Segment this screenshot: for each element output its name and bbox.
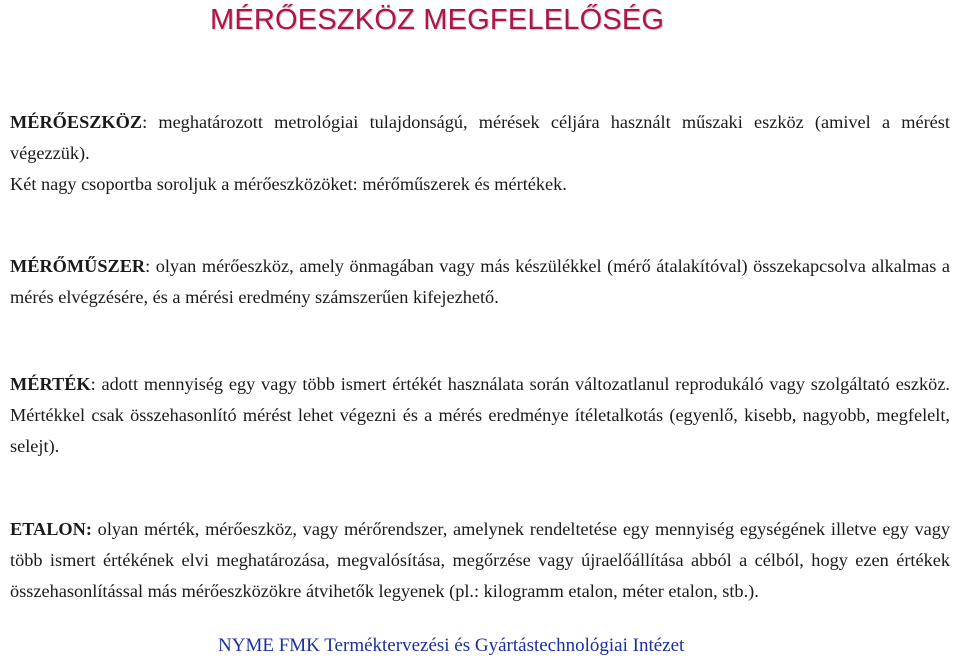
- term-meroeszkoz: MÉRŐESZKÖZ: [10, 112, 143, 132]
- definition-text-meroeszkoz: meghatározott metrológiai tulajdonságú, mérések céljára használt műszaki eszköz (amivel a mérést végezzük).: [10, 112, 950, 163]
- definition-extra-groups: Két nagy csoportba soroljuk a mérőeszközöket: mérőműszerek és mértékek.: [10, 174, 567, 194]
- term-separator: :: [90, 374, 102, 394]
- term-separator: :: [145, 256, 156, 276]
- term-meromuszer: MÉRŐMŰSZER: [10, 256, 146, 276]
- definition-text-mertek: adott mennyiség egy vagy több ismert értékét használata során változatlanul reprodukáló vagy szolgáltató eszköz. Mértékkel csak összehasonlító mérést lehet végezni és a mérés eredménye ítéletalkotás (egyenlő, kisebb, nagyobb, megfelelt, selejt).: [10, 374, 951, 456]
- term-separator: :: [142, 112, 159, 132]
- term-mertek: MÉRTÉK: [10, 374, 91, 394]
- definition-mertek: [10, 369, 950, 462]
- definition-meromuszer: [10, 251, 950, 313]
- definition-text-etalon: olyan mérték, mérőeszköz, vagy mérőrendszer, amelynek rendeltetése egy mennyiség egységének illetve egy vagy több ismert értékének elvi meghatározása, megvalósítása, megőrzése vagy újraelőállítása abból a célból, hogy ezen értékek összehasonlítással más mérőeszközökre átvihetők legyenek (pl.: kilogramm etalon, méter etalon, stb.).: [10, 519, 950, 601]
- term-etalon: ETALON:: [10, 519, 92, 539]
- slide-title: MÉRŐESZKÖZ MEGFELELŐSÉG: [210, 4, 665, 36]
- footer-institute: NYME FMK Terméktervezési és Gyártástechnológiai Intézet: [218, 635, 685, 656]
- definition-meroeszkoz: [10, 107, 950, 200]
- definition-etalon: [10, 514, 950, 607]
- definition-text-meromuszer: olyan mérőeszköz, amely önmagában vagy más készülékkel (mérő átalakítóval) összekapcsolva alkalmas a mérés elvégzésére, és a mérési eredmény számszerűen kifejezhető.: [10, 256, 950, 307]
